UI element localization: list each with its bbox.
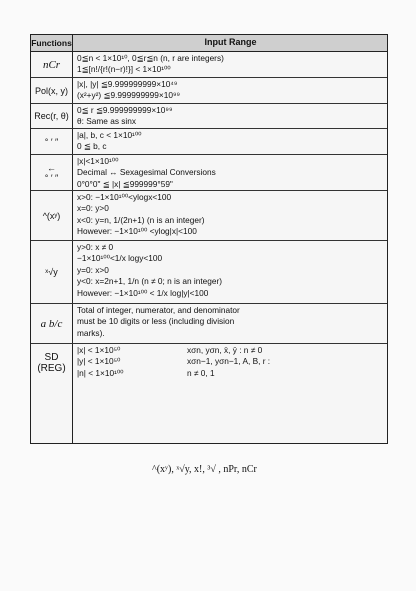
range-cell (77, 156, 384, 190)
range-line: |x|<1×10¹⁰⁰ (77, 156, 119, 166)
range-cell (77, 53, 384, 76)
range-line: Total of integer, numerator, and denominator (77, 305, 240, 315)
range-line: y>0: x ≠ 0 (77, 242, 114, 252)
function-cell: a b/c (31, 304, 73, 343)
range-line: However: −1×10¹⁰⁰ <ylog|x|<100 (77, 226, 197, 237)
table-row-ncr (31, 52, 387, 78)
range-line: y<0: x=2n+1, 1/n (n ≠ 0; n is an integer) (77, 276, 222, 287)
table-header-row (31, 35, 387, 52)
range-cell (77, 130, 384, 153)
table-row-sexagesimal (31, 155, 387, 191)
table-row-degrees (31, 129, 387, 155)
function-cell: ˣ√y (31, 241, 73, 303)
range-line: xσn, yσn, x̄, ȳ : n ≠ 0 (187, 345, 263, 355)
range-cell (77, 345, 384, 379)
function-cell: ^(xʸ) (31, 191, 73, 240)
range-cell (77, 105, 384, 128)
range-cell (77, 79, 384, 102)
range-line: must be 10 digits or less (including division (77, 316, 235, 327)
range-cell (77, 305, 384, 339)
range-line: |n| < 1×10¹⁰⁰ (77, 367, 124, 378)
function-cell: ← ° ′ ″ (31, 155, 73, 190)
range-line: |x| < 1×10⁵⁰ (77, 345, 121, 355)
function-cell: Pol(x, y) (31, 78, 73, 103)
range-cell (77, 242, 384, 299)
range-line: 0°0°0" ≦ |x| ≦999999°59" (77, 178, 173, 189)
table-row-fraction (31, 304, 387, 344)
range-line: However: −1×10¹⁰⁰ < 1/x log|y|<100 (77, 287, 209, 298)
range-column-left (77, 345, 187, 379)
input-range-header: Input Range (204, 37, 257, 47)
table-row-sd-reg (31, 344, 387, 444)
range-line: x<0: y=n, 1/(2n+1) (n is an integer) (77, 214, 205, 225)
range-line: |x|, |y| ≦9.999999999×10⁴⁹ (77, 79, 178, 89)
range-line: |a|, b, c < 1×10¹⁰⁰ (77, 130, 142, 140)
range-line: Decimal ↔ Sexagesimal Conversions (77, 167, 216, 178)
functions-header: Functions (31, 35, 73, 51)
range-line: 1≦[n!/{r!(n−r)!}] < 1×10¹⁰⁰ (77, 64, 171, 75)
input-range-table (30, 34, 388, 444)
range-line: n ≠ 0, 1 (187, 367, 215, 378)
range-line: 0 ≦ b, c (77, 141, 107, 152)
range-line: 0≦n < 1×10¹⁰, 0≦r≦n (n, r are integers) (77, 53, 224, 63)
range-line: θ: Same as sinx (77, 116, 137, 127)
table-row-rec (31, 104, 387, 129)
range-column-right (187, 345, 384, 379)
range-line: marks). (77, 327, 105, 338)
range-cell (77, 192, 384, 238)
range-line: x=0: y>0 (77, 203, 109, 214)
function-cell: ° ′ ″ (31, 129, 73, 154)
function-cell: nCr (31, 52, 73, 77)
table-row-root (31, 241, 387, 304)
function-cell: SD (REG) (31, 344, 73, 444)
range-line: 0≦ r ≦9.999999999×10⁹⁹ (77, 105, 173, 115)
range-line: |y| < 1×10⁵⁰ (77, 356, 121, 367)
range-line: (x²+y²) ≦9.999999999×10⁹⁹ (77, 90, 181, 101)
table-row-pol (31, 78, 387, 104)
function-cell: Rec(r, θ) (31, 104, 73, 128)
range-line: xσn−1, yσn−1, A, B, r : (187, 356, 271, 367)
footer-function-list: ^(xʸ), ˣ√y, x!, ³√ , nPr, nCr (152, 464, 257, 475)
table-row-power (31, 191, 387, 241)
range-line: −1×10¹⁰⁰<1/x logy<100 (77, 253, 163, 264)
range-line: x>0: −1×10¹⁰⁰<ylogx<100 (77, 192, 172, 202)
range-line: y=0: x>0 (77, 264, 109, 275)
